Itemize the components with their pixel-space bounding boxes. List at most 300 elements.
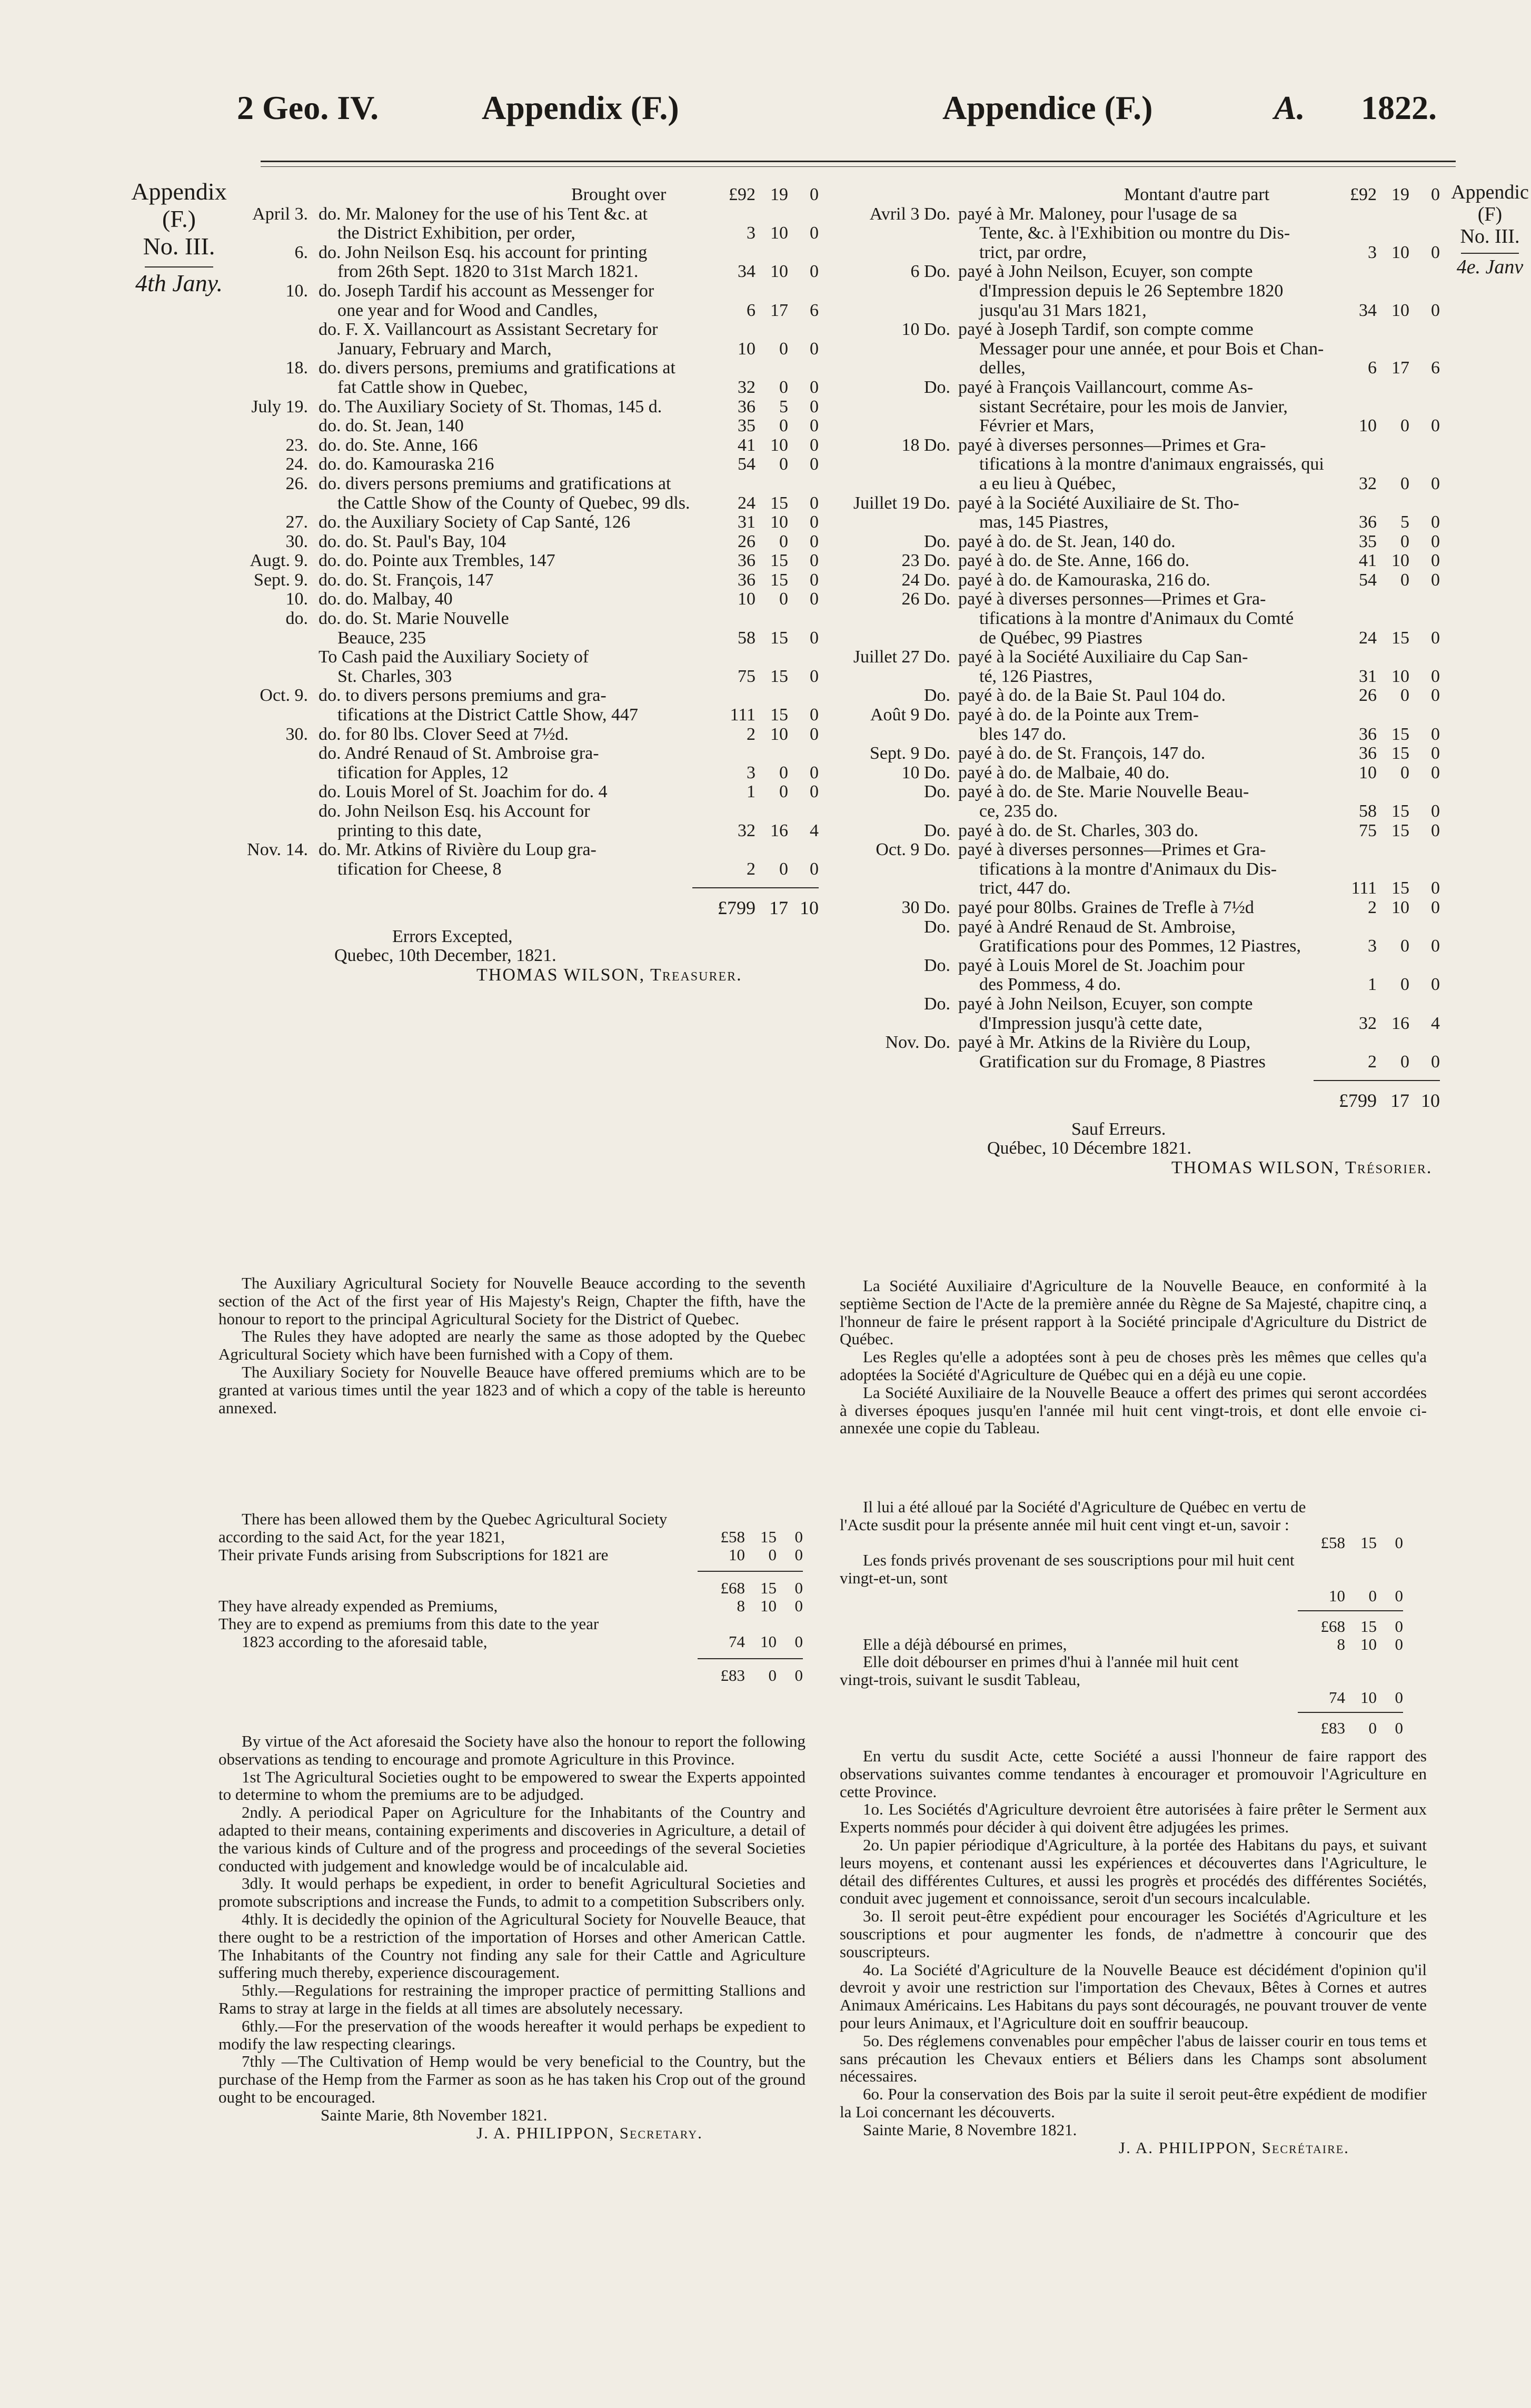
ledger-amount-pence: 0	[1431, 801, 1440, 821]
place-date-text: Québec, 10 Décembre 1821.	[987, 1138, 1192, 1158]
ledger-amount-pence: 0	[810, 493, 819, 513]
fr-fund-amt-l: £58	[1320, 1533, 1345, 1552]
place-date	[845, 1139, 1445, 1158]
ledger-row	[234, 262, 832, 282]
ledger-amount-pounds: 31	[738, 512, 755, 532]
fr-fund-amt-s: 0	[1368, 1586, 1377, 1605]
fr-fund-line1: Il lui a été alloué par la Société d'Agriculture de Québec en vertu de l'Acte susdit pour la présente année mil huit cent vingt et-un, savoir :	[840, 1498, 1306, 1534]
ledger-row	[234, 860, 832, 879]
ledger-amount-shillings: 10	[770, 512, 788, 532]
en-obs-2: 2ndly. A periodical Paper on Agriculture for the Inhabitants of the Country and adapted to their means, containing experiments and discoveries in Agriculture, a detail of the various kinds of Culture and of the progress and proceedings of the several Societies conducted with judgement and knowledge would be of incalculable aid.	[218, 1803, 806, 1875]
ledger-amount-shillings: 10	[1391, 897, 1409, 917]
ledger-desc: mas, 145 Piastres,	[979, 512, 1109, 532]
signature-text: THOMAS WILSON, Trésorier.	[1171, 1157, 1433, 1177]
en-obs-6: 6thly.—For the preservation of the woods hereafter it would perhaps be expedient to modify the law respecting clearings.	[218, 2016, 806, 2053]
header-letter: A.	[1274, 89, 1305, 126]
ledger-amount-pence: 0	[810, 724, 819, 744]
ledger-date: Do.	[923, 917, 950, 937]
ledger-desc: payé à Joseph Tardif, son compte comme	[958, 320, 1254, 340]
fr-obs-1: 1o. Les Sociétés d'Agriculture devroient être autorisées à faire prêter le Serment aux Experts nommés pour décider à qui doivent être adjugées les primes.	[840, 1800, 1427, 1837]
english-ledger	[234, 185, 832, 985]
ledger-row	[234, 648, 832, 667]
signature	[234, 966, 832, 985]
ledger-amount-pence: 0	[1431, 762, 1440, 782]
total-rule-line	[1314, 1080, 1440, 1081]
ledger-desc: do. Joseph Tardif his account as Messenger for	[319, 281, 654, 301]
en-fund-amt-d: 0	[794, 1632, 803, 1651]
ledger-desc: payé à do. de Kamouraska, 216 do.	[958, 570, 1210, 590]
ledger-date: Sept. 9.	[254, 570, 308, 590]
margin-left: Appendix (F.) No. III. 4th Jany.	[131, 178, 227, 296]
errors-text: Sauf Erreurs.	[1071, 1119, 1166, 1139]
ledger-row	[845, 301, 1445, 321]
ledger-desc: trict, par ordre,	[979, 242, 1087, 262]
ledger-amount-pence: 0	[1431, 416, 1440, 436]
english-report-bottom	[218, 1732, 806, 2142]
ledger-amount-shillings: 0	[779, 589, 788, 609]
ledger-amount-pence: 0	[1431, 975, 1440, 995]
ledger-row	[234, 802, 832, 821]
ledger-row	[845, 590, 1445, 609]
ledger-amount-shillings: 17	[770, 300, 788, 320]
ledger-amount-pence: 0	[1431, 878, 1440, 898]
ledger-amount-pounds: 6	[1368, 358, 1377, 378]
ledger-desc: printing to this date,	[337, 820, 482, 840]
en-fund-sum-s: 0	[768, 1666, 777, 1684]
ledger-amount-shillings: 15	[1391, 801, 1409, 821]
ledger-desc: do. divers persons premiums and gratifications at	[319, 473, 671, 493]
ledger-desc: do. John Neilson Esq. his Account for	[319, 801, 590, 821]
ledger-desc: do. André Renaud of St. Ambroise gra-	[319, 744, 599, 764]
ledger-desc: payé à do. de la Pointe aux Trem-	[958, 705, 1199, 725]
fr-report-place-date: Sainte Marie, 8 Novembre 1821.	[863, 2120, 1077, 2139]
ledger-amount-pounds: 3	[747, 762, 755, 782]
ledger-row	[234, 667, 832, 687]
en-fund-rule	[698, 1658, 803, 1659]
ledger-desc: do. do. Pointe aux Trembles, 147	[319, 551, 555, 571]
ledger-row	[234, 725, 832, 745]
ledger-row	[845, 262, 1445, 282]
fr-report-signature: J. A. PHILIPPON, Secrétaire.	[1119, 2138, 1349, 2157]
en-fund-sum: £83	[720, 1666, 745, 1684]
en-fund-amt-s: 15	[760, 1527, 777, 1546]
fr-fund-amt-d: 0	[1395, 1533, 1403, 1552]
en-fund-line4: They have already expended as Premiums,	[218, 1597, 498, 1616]
fr-fund-sum-d: 0	[1395, 1617, 1403, 1636]
ledger-amount-pence: 0	[1431, 300, 1440, 320]
french-ledger	[845, 185, 1445, 1177]
ledger-desc: tifications à la montre d'Animaux du Comté	[979, 609, 1294, 629]
ledger-amount-pence: 0	[810, 551, 819, 571]
fr-para-3: La Société Auxiliaire de la Nouvelle Beauce a offert des primes qui seront accordées à diverses époques jusqu'en l'année mil huit cent vingt-trois, et dont elle envoie ci-annexée une copie du Tableau.	[840, 1383, 1427, 1438]
ledger-desc: payé à do. de St. Charles, 303 do.	[958, 820, 1199, 840]
fr-fund-sum: £68	[1320, 1617, 1345, 1636]
ledger-amount-shillings: 0	[1400, 686, 1409, 706]
ledger-row	[234, 243, 832, 263]
ledger-desc: do. do. St. François, 147	[319, 570, 494, 590]
fr-fund-sum-d: 0	[1395, 1718, 1403, 1737]
ledger-row	[845, 494, 1445, 513]
ledger-row	[845, 629, 1445, 648]
total-rule	[845, 1072, 1445, 1091]
ledger-amount-pence: 0	[1431, 666, 1440, 686]
ledger-desc: Beauce, 235	[337, 628, 426, 648]
ledger-date: Do.	[923, 994, 950, 1014]
ledger-date: Do.	[923, 377, 950, 397]
header-session: 2 Geo. IV.	[237, 89, 379, 126]
en-obs-1: 1st The Agricultural Societies ought to be empowered to swear the Experts appointed to determine to whom the premiums are to be adjudged.	[218, 1767, 806, 1804]
ledger-row	[845, 879, 1445, 898]
fr-fund-line3: Elle a déjà déboursé en primes,	[863, 1634, 1067, 1653]
fr-fund-rule	[1298, 1610, 1403, 1611]
ledger-row	[234, 205, 832, 224]
ledger-date: April 3.	[252, 204, 308, 224]
ledger-row	[845, 340, 1445, 359]
ledger-amount-pounds: 31	[1359, 666, 1377, 686]
brought-over-label: Montant d'autre part	[1124, 185, 1270, 204]
ledger-row	[845, 436, 1445, 455]
ledger-row	[845, 359, 1445, 378]
ledger-amount-shillings: 0	[1400, 473, 1409, 493]
ledger-desc: sistant Secrétaire, pour les mois de Janvier,	[979, 397, 1288, 417]
en-fund-amt-d: 0	[794, 1527, 803, 1546]
ledger-amount-shillings: 0	[779, 762, 788, 782]
ledger-amount-pounds: 24	[738, 493, 755, 513]
ledger-row	[845, 840, 1445, 860]
ledger-amount-shillings: 10	[770, 223, 788, 243]
ledger-row	[845, 995, 1445, 1014]
en-fund-amt-d: 0	[794, 1597, 803, 1616]
ledger-row	[234, 744, 832, 764]
english-report-top	[218, 1274, 806, 1416]
signature	[845, 1158, 1445, 1178]
ledger-amount-shillings: 10	[1391, 300, 1409, 320]
brought-over-amount-shillings: 19	[1391, 185, 1409, 204]
ledger-date: Oct. 9 Do.	[876, 840, 950, 860]
en-fund-amt-l: 10	[729, 1545, 745, 1564]
en-fund-amt-s: 10	[760, 1597, 777, 1616]
ledger-date: 10.	[285, 589, 308, 609]
ledger-amount-shillings: 10	[1391, 666, 1409, 686]
en-fund-sum-d: 0	[794, 1666, 803, 1684]
ledger-date: 10 Do.	[901, 320, 950, 340]
ledger-row	[845, 802, 1445, 821]
ledger-desc: payé à Louis Morel de St. Joachim pour	[958, 955, 1245, 975]
fr-fund-amt-s: 10	[1360, 1634, 1377, 1653]
header-rule-thin	[261, 166, 1456, 167]
ledger-amount-pence: 0	[810, 859, 819, 879]
ledger-amount-pence: 0	[1431, 936, 1440, 956]
ledger-desc: tification for Cheese, 8	[337, 859, 502, 879]
ledger-amount-shillings: 15	[770, 570, 788, 590]
ledger-amount-pence: 0	[810, 570, 819, 590]
ledger-row	[234, 513, 832, 532]
ledger-row	[845, 243, 1445, 263]
ledger-desc: do. Louis Morel of St. Joachim for do. 4	[319, 782, 608, 802]
ledger-amount-pounds: 34	[738, 262, 755, 282]
ledger-amount-shillings: 5	[1400, 512, 1409, 532]
ledger-amount-pence: 0	[810, 339, 819, 359]
fr-obs-5: 5o. Des réglemens convenables pour empêcher l'abus de laisser courir en tous tems et sans précaution les Chevaux entiers et Béliers dans les Champs sont absolument nécessaires.	[840, 2031, 1427, 2086]
ledger-amount-shillings: 15	[1391, 744, 1409, 764]
ledger-row	[234, 378, 832, 398]
ledger-row	[234, 340, 832, 359]
ledger-amount-pounds: 58	[738, 628, 755, 648]
ledger-amount-pounds: 10	[1359, 416, 1377, 436]
ledger-desc: Février et Mars,	[979, 416, 1095, 436]
fr-obs-3: 3o. Il seroit peut-être expédient pour encourager les Sociétés d'Agriculture et les souscriptions et pour augmenter les fonds, de n'admettre à concourir que des souscripteurs.	[840, 1907, 1427, 1961]
ledger-amount-pence: 0	[1431, 686, 1440, 706]
french-report-top	[840, 1277, 1427, 1437]
ledger-row	[845, 648, 1445, 667]
french-funds	[840, 1498, 1440, 1737]
ledger-amount-pence: 0	[810, 397, 819, 417]
brought-over-row	[845, 185, 1445, 205]
ledger-row	[845, 282, 1445, 301]
ledger-amount-shillings: 0	[1400, 570, 1409, 590]
ledger-amount-pence: 0	[1431, 628, 1440, 648]
en-para-1: The Auxiliary Agricultural Society for Nouvelle Beauce according to the seventh section of the Act of the first year of His Majesty's Reign, Chapter the fifth, have the honour to report to the principal Agricultural Society for the District of Quebec.	[218, 1274, 806, 1328]
ledger-row	[234, 494, 832, 513]
fr-fund-amt-d: 0	[1395, 1634, 1403, 1653]
ledger-row	[234, 686, 832, 706]
ledger-desc: do. do. Ste. Anne, 166	[319, 435, 478, 455]
header-rule	[261, 161, 1456, 162]
ledger-amount-shillings: 0	[779, 859, 788, 879]
ledger-row	[234, 764, 832, 783]
ledger-amount-pounds: 10	[738, 339, 755, 359]
ledger-desc: tifications à la montre d'animaux engraissés, qui	[979, 454, 1324, 474]
ledger-desc: d'Impression depuis le 26 Septembre 1820	[979, 281, 1284, 301]
ledger-desc: payé pour 80lbs. Graines de Trefle à 7½d	[958, 897, 1254, 917]
ledger-date: Augt. 9.	[250, 551, 308, 571]
en-fund-amt-s: 0	[768, 1545, 777, 1564]
fr-obs-6: 6o. Pour la conservation des Bois par la suite il seroit peut-être expédient de modifier la Loi concernant les découverts.	[840, 2085, 1427, 2121]
ledger-desc: do. F. X. Vaillancourt as Assistant Secretary for	[319, 320, 658, 340]
en-fund-amt-d: 0	[794, 1545, 803, 1564]
ledger-amount-pounds: 35	[738, 416, 755, 436]
fr-fund-line4: Elle doit débourser en primes d'hui à l'année mil huit cent vingt-trois, suivant le susdit Tableau,	[840, 1652, 1239, 1689]
ledger-desc: payé à diverses personnes—Primes et Gra-	[958, 589, 1266, 609]
ledger-amount-pence: 0	[1431, 897, 1440, 917]
ledger-desc: Tente, &c. à l'Exhibition ou montre du Dis-	[979, 223, 1290, 243]
brought-over-amount-pence: 0	[810, 185, 819, 204]
ledger-row	[845, 378, 1445, 398]
en-para-2: The Rules they have adopted are nearly the same as those adopted by the Quebec Agricultural Society which have been furnished with a Copy of them.	[218, 1327, 806, 1364]
ledger-amount-pence: 4	[1431, 1013, 1440, 1033]
ledger-amount-shillings: 0	[779, 339, 788, 359]
ledger-date: Juillet 27 Do.	[853, 647, 950, 667]
en-obs-3: 3dly. It would perhaps be expedient, in order to benefit Agricultural Societies and promote subscriptions and increase the Funds, to admit to a competition Subscribers only.	[218, 1874, 806, 1911]
ledger-date: 26 Do.	[901, 589, 950, 609]
ledger-amount-pounds: 34	[1359, 300, 1377, 320]
ledger-desc: payé à do. de Ste. Anne, 166 do.	[958, 551, 1190, 571]
ledger-date: 18 Do.	[901, 435, 950, 455]
ledger-amount-pence: 0	[1431, 551, 1440, 571]
fr-fund-rule	[1298, 1712, 1403, 1713]
en-fund-line2: according to the said Act, for the year 1821,	[218, 1527, 505, 1546]
ledger-row	[845, 398, 1445, 417]
en-fund-line1: There has been allowed them by the Quebec Agricultural Society	[242, 1510, 668, 1528]
en-fund-rule	[698, 1571, 803, 1572]
ledger-amount-pounds: 3	[747, 223, 755, 243]
ledger-row	[234, 590, 832, 609]
total-amount-pence: 10	[1421, 1089, 1440, 1111]
ledger-row	[234, 571, 832, 590]
ledger-row	[234, 629, 832, 648]
ledger-row	[234, 821, 832, 841]
ledger-date: 23 Do.	[901, 551, 950, 571]
ledger-date: 6 Do.	[910, 262, 950, 282]
ledger-amount-shillings: 15	[1391, 878, 1409, 898]
ledger-desc: tification for Apples, 12	[337, 762, 509, 782]
ledger-amount-pounds: 1	[1368, 975, 1377, 995]
ledger-amount-shillings: 15	[1391, 724, 1409, 744]
spacer	[234, 918, 832, 927]
en-para-3: The Auxiliary Society for Nouvelle Beauce have offered premiums which are to be granted at various times until the year 1823 and of which a copy of the table is hereunto annexed.	[218, 1362, 806, 1417]
fr-fund-amt-s: 15	[1360, 1533, 1377, 1552]
ledger-amount-shillings: 16	[1391, 1013, 1409, 1033]
fr-fund-amt-l: 10	[1329, 1586, 1345, 1605]
ledger-date: Juillet 19 Do.	[853, 493, 950, 513]
ledger-amount-pounds: 36	[1359, 744, 1377, 764]
ledger-amount-pounds: 36	[1359, 724, 1377, 744]
ledger-amount-pounds: 3	[1368, 936, 1377, 956]
ledger-row	[845, 205, 1445, 224]
fr-para-2: Les Regles qu'elle a adoptées sont à peu de choses près les mêmes que celles qu'a adoptées la Société d'Agriculture de Québec qui en a déjà eu une copie.	[840, 1347, 1427, 1384]
margin-right: Appendic (F) No. III. 4e. Janv	[1451, 181, 1529, 278]
ledger-amount-pounds: 36	[1359, 512, 1377, 532]
ledger-desc: té, 126 Piastres,	[979, 666, 1093, 686]
ledger-amount-pounds: 58	[1359, 801, 1377, 821]
fr-fund-amt-l: 74	[1329, 1688, 1345, 1707]
total-rule	[234, 879, 832, 898]
brought-over-row	[234, 185, 832, 205]
ledger-row	[234, 474, 832, 494]
en-obs-7: 7thly —The Cultivation of Hemp would be very beneficial to the Country, but the purchase of the Hemp from the Farmer as soon as he has taken his Crop out of the ground ought to be encouraged.	[218, 2052, 806, 2106]
ledger-amount-pence: 0	[810, 666, 819, 686]
ledger-amount-pounds: 32	[738, 377, 755, 397]
ledger-desc: Gratification sur du Fromage, 8 Piastres	[979, 1052, 1266, 1072]
ledger-amount-pounds: 2	[747, 859, 755, 879]
ledger-amount-pounds: 6	[747, 300, 755, 320]
ledger-row	[845, 860, 1445, 879]
fr-obs-4: 4o. La Société d'Agriculture de la Nouvelle Beauce est décidément d'opinion qu'il devroit y avoir une restriction sur l'importation des Chevaux, Bêtes à Cornes et autres Animaux Américains. Les Habitans du pays sont découragés, ne pouvant trouver de vente pour leurs Animaux, et l'Agriculture doit en souffrir beaucoup.	[840, 1960, 1427, 2032]
ledger-row	[845, 1014, 1445, 1034]
ledger-amount-pence: 0	[1431, 242, 1440, 262]
ledger-amount-pence: 0	[810, 589, 819, 609]
ledger-amount-shillings: 10	[1391, 242, 1409, 262]
ledger-amount-pence: 6	[810, 300, 819, 320]
en-fund-amt-s: 10	[760, 1632, 777, 1651]
ledger-row	[845, 609, 1445, 629]
ledger-date: 26.	[285, 473, 308, 493]
ledger-amount-pounds: 36	[738, 570, 755, 590]
ledger-desc: payé à François Vaillancourt, comme As-	[958, 377, 1254, 397]
ledger-date: 18.	[285, 358, 308, 378]
ledger-desc: January, February and March,	[337, 339, 552, 359]
ledger-desc: do. do. Kamouraska 216	[319, 454, 494, 474]
ledger-row	[234, 224, 832, 243]
ledger-row	[845, 513, 1445, 532]
fr-para-1: La Société Auxiliaire d'Agriculture de la Nouvelle Beauce, en conformité à la septième Section de l'Acte de la première année du Règne de Sa Majesté, chapitre cinq, a l'honneur de faire le présent rapport à la Société principale d'Agriculture du District de Québec.	[840, 1276, 1427, 1349]
ledger-row	[234, 282, 832, 301]
brought-over-label: Brought over	[571, 185, 667, 204]
ledger-desc: fat Cattle show in Quebec,	[337, 377, 528, 397]
french-report-bottom	[840, 1747, 1427, 2156]
ledger-amount-pounds: 10	[1359, 762, 1377, 782]
en-fund-sum-d: 0	[794, 1579, 803, 1598]
ledger-row	[845, 532, 1445, 552]
total-amount-shillings: 17	[1390, 1089, 1409, 1111]
ledger-amount-pence: 0	[810, 531, 819, 551]
ledger-desc: payé à do. de St. François, 147 do.	[958, 744, 1206, 764]
en-fund-sum-s: 15	[760, 1579, 777, 1598]
ledger-desc: de Québec, 99 Piastres	[979, 628, 1142, 648]
ledger-row	[234, 840, 832, 860]
ledger-row	[234, 782, 832, 802]
ledger-desc: do. divers persons, premiums and gratifications at	[319, 358, 675, 378]
ledger-date: Oct. 9.	[260, 686, 308, 706]
ledger-amount-pounds: 41	[1359, 551, 1377, 571]
en-fund-amt-l: 8	[737, 1597, 745, 1616]
ledger-date: 27.	[285, 512, 308, 532]
signature-text: THOMAS WILSON, Treasurer.	[476, 965, 742, 985]
ledger-desc: payé à André Renaud de St. Ambroise,	[958, 917, 1236, 937]
ledger-row	[234, 609, 832, 629]
ledger-date: Avril 3 Do.	[869, 204, 950, 224]
ledger-row	[845, 224, 1445, 243]
ledger-amount-pounds: 32	[1359, 473, 1377, 493]
fr-fund-amt-d: 0	[1395, 1688, 1403, 1707]
ledger-row	[845, 474, 1445, 494]
ledger-desc: do. the Auxiliary Society of Cap Santé, 126	[319, 512, 631, 532]
ledger-desc: To Cash paid the Auxiliary Society of	[319, 647, 589, 667]
ledger-amount-shillings: 0	[779, 782, 788, 802]
en-fund-line6: 1823 according to the aforesaid table,	[242, 1632, 488, 1651]
ledger-amount-pence: 0	[810, 782, 819, 802]
ledger-amount-shillings: 15	[770, 628, 788, 648]
place-date-text: Quebec, 10th December, 1821.	[334, 946, 556, 966]
ledger-desc: one year and for Wood and Candles,	[337, 300, 598, 320]
ledger-row	[234, 532, 832, 552]
ledger-amount-shillings: 15	[1391, 628, 1409, 648]
ledger-row	[845, 667, 1445, 687]
ledger-amount-pounds: 2	[747, 724, 755, 744]
en-obs-4: 4thly. It is decidedly the opinion of the Agricultural Society for Nouvelle Beauce, that there ought to be a restriction of the importation of Horses and other American Cattle. The Inhabitants of the Country not finding any sale for their Cattle and Agriculture suffering much thereby, experience discouragement.	[218, 1909, 806, 1982]
ledger-amount-shillings: 15	[1391, 820, 1409, 840]
ledger-desc: do. Mr. Maloney for the use of his Tent &c. at	[319, 204, 648, 224]
ledger-row	[845, 764, 1445, 783]
ledger-desc: do. The Auxiliary Society of St. Thomas, 145 d.	[319, 397, 662, 417]
ledger-amount-pence: 0	[810, 416, 819, 436]
brought-over-amount-shillings: 19	[770, 185, 788, 204]
ledger-amount-pence: 4	[810, 820, 819, 840]
brought-over-amount-pence: 0	[1431, 185, 1440, 204]
ledger-desc: payé à do. de Ste. Marie Nouvelle Beau-	[958, 782, 1249, 802]
brought-over-amount-pounds: £92	[1350, 185, 1377, 204]
ledger-desc: a eu lieu à Québec,	[979, 473, 1116, 493]
ledger-amount-shillings: 10	[770, 435, 788, 455]
ledger-amount-pounds: 35	[1359, 531, 1377, 551]
ledger-row	[845, 821, 1445, 841]
ledger-row	[845, 918, 1445, 937]
ledger-amount-pence: 0	[810, 223, 819, 243]
fr-fund-amt-d: 0	[1395, 1586, 1403, 1605]
ledger-amount-shillings: 15	[770, 551, 788, 571]
errors-text: Errors Excepted,	[392, 926, 513, 946]
ledger-desc: payé à Mr. Atkins de la Rivière du Loup,	[958, 1033, 1251, 1053]
